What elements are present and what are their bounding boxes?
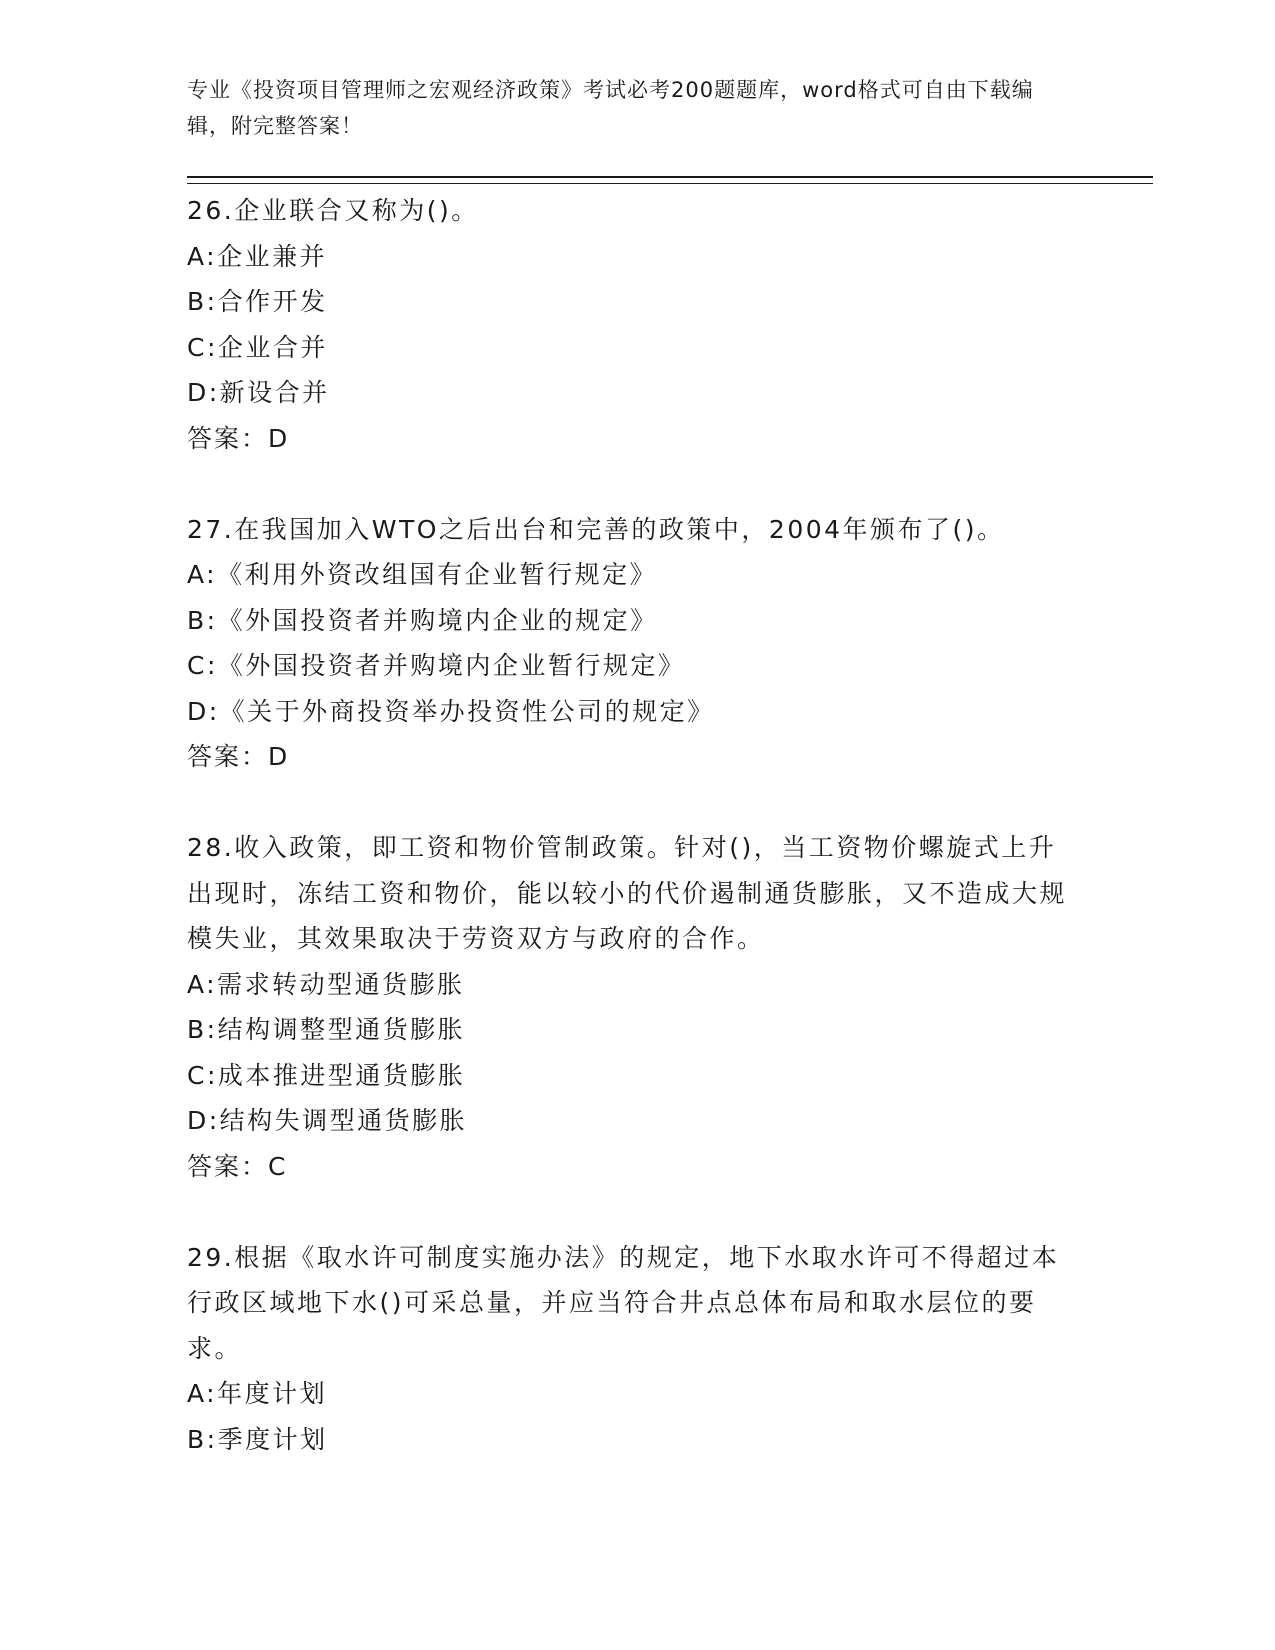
question-stem: 26.企业联合又称为()。 [187,196,479,225]
header-intro-text: 专业《投资项目管理师之宏观经济政策》考试必考200题题库，word格式可自由下载编辑，附完整答案！ [187,78,1034,138]
option-c: C:《外国投资者并购境内企业暂行规定》 [187,651,686,680]
header-double-rule [187,176,1153,184]
answer-line: 答案：D [187,423,290,453]
question-26 [187,188,1147,507]
option-a: A:企业兼并 [187,241,328,271]
question-list [187,188,1147,1462]
question-29 [187,1235,1147,1463]
question-stem: 29.根据《取水许可制度实施办法》的规定，地下水取水许可不得超过本行政区域地下水()可采总量，并应当符合井点总体布局和取水层位的要求。 [187,1242,1060,1363]
document-header [187,72,1067,144]
question-spacer [187,780,1147,826]
question-spacer [187,1189,1147,1235]
question-stem: 28.收入政策，即工资和物价管制政策。针对()，当工资物价螺旋式上升出现时，冻结工资和物价，能以较小的代价遏制通货膨胀，又不造成大规模失业，其效果取决于劳资双方与政府的合作。 [187,833,1068,953]
document-page [187,72,1147,1462]
option-b: B:《外国投资者并购境内企业的规定》 [187,605,658,635]
answer-line: 答案：D [187,742,290,771]
option-b: B:结构调整型通货膨胀 [187,1015,466,1044]
option-a: A:《利用外资改组国有企业暂行规定》 [187,560,658,589]
option-a: A:需求转动型通货膨胀 [187,969,465,999]
option-c: C:成本推进型通货膨胀 [187,1060,466,1090]
question-28 [187,825,1147,1235]
question-27 [187,507,1147,826]
option-c: C:企业合并 [187,332,328,362]
option-a: A:年度计划 [187,1379,328,1408]
option-b: B:合作开发 [187,287,328,316]
option-d: D:结构失调型通货膨胀 [187,1106,468,1135]
option-d: D:《关于外商投资举办投资性公司的规定》 [187,696,715,726]
option-b: B:季度计划 [187,1424,328,1454]
question-spacer [187,461,1147,507]
option-d: D:新设合并 [187,378,330,407]
question-stem: 27.在我国加入WTO之后出台和完善的政策中，2004年颁布了()。 [187,514,1005,544]
answer-line: 答案：C [187,1151,288,1181]
